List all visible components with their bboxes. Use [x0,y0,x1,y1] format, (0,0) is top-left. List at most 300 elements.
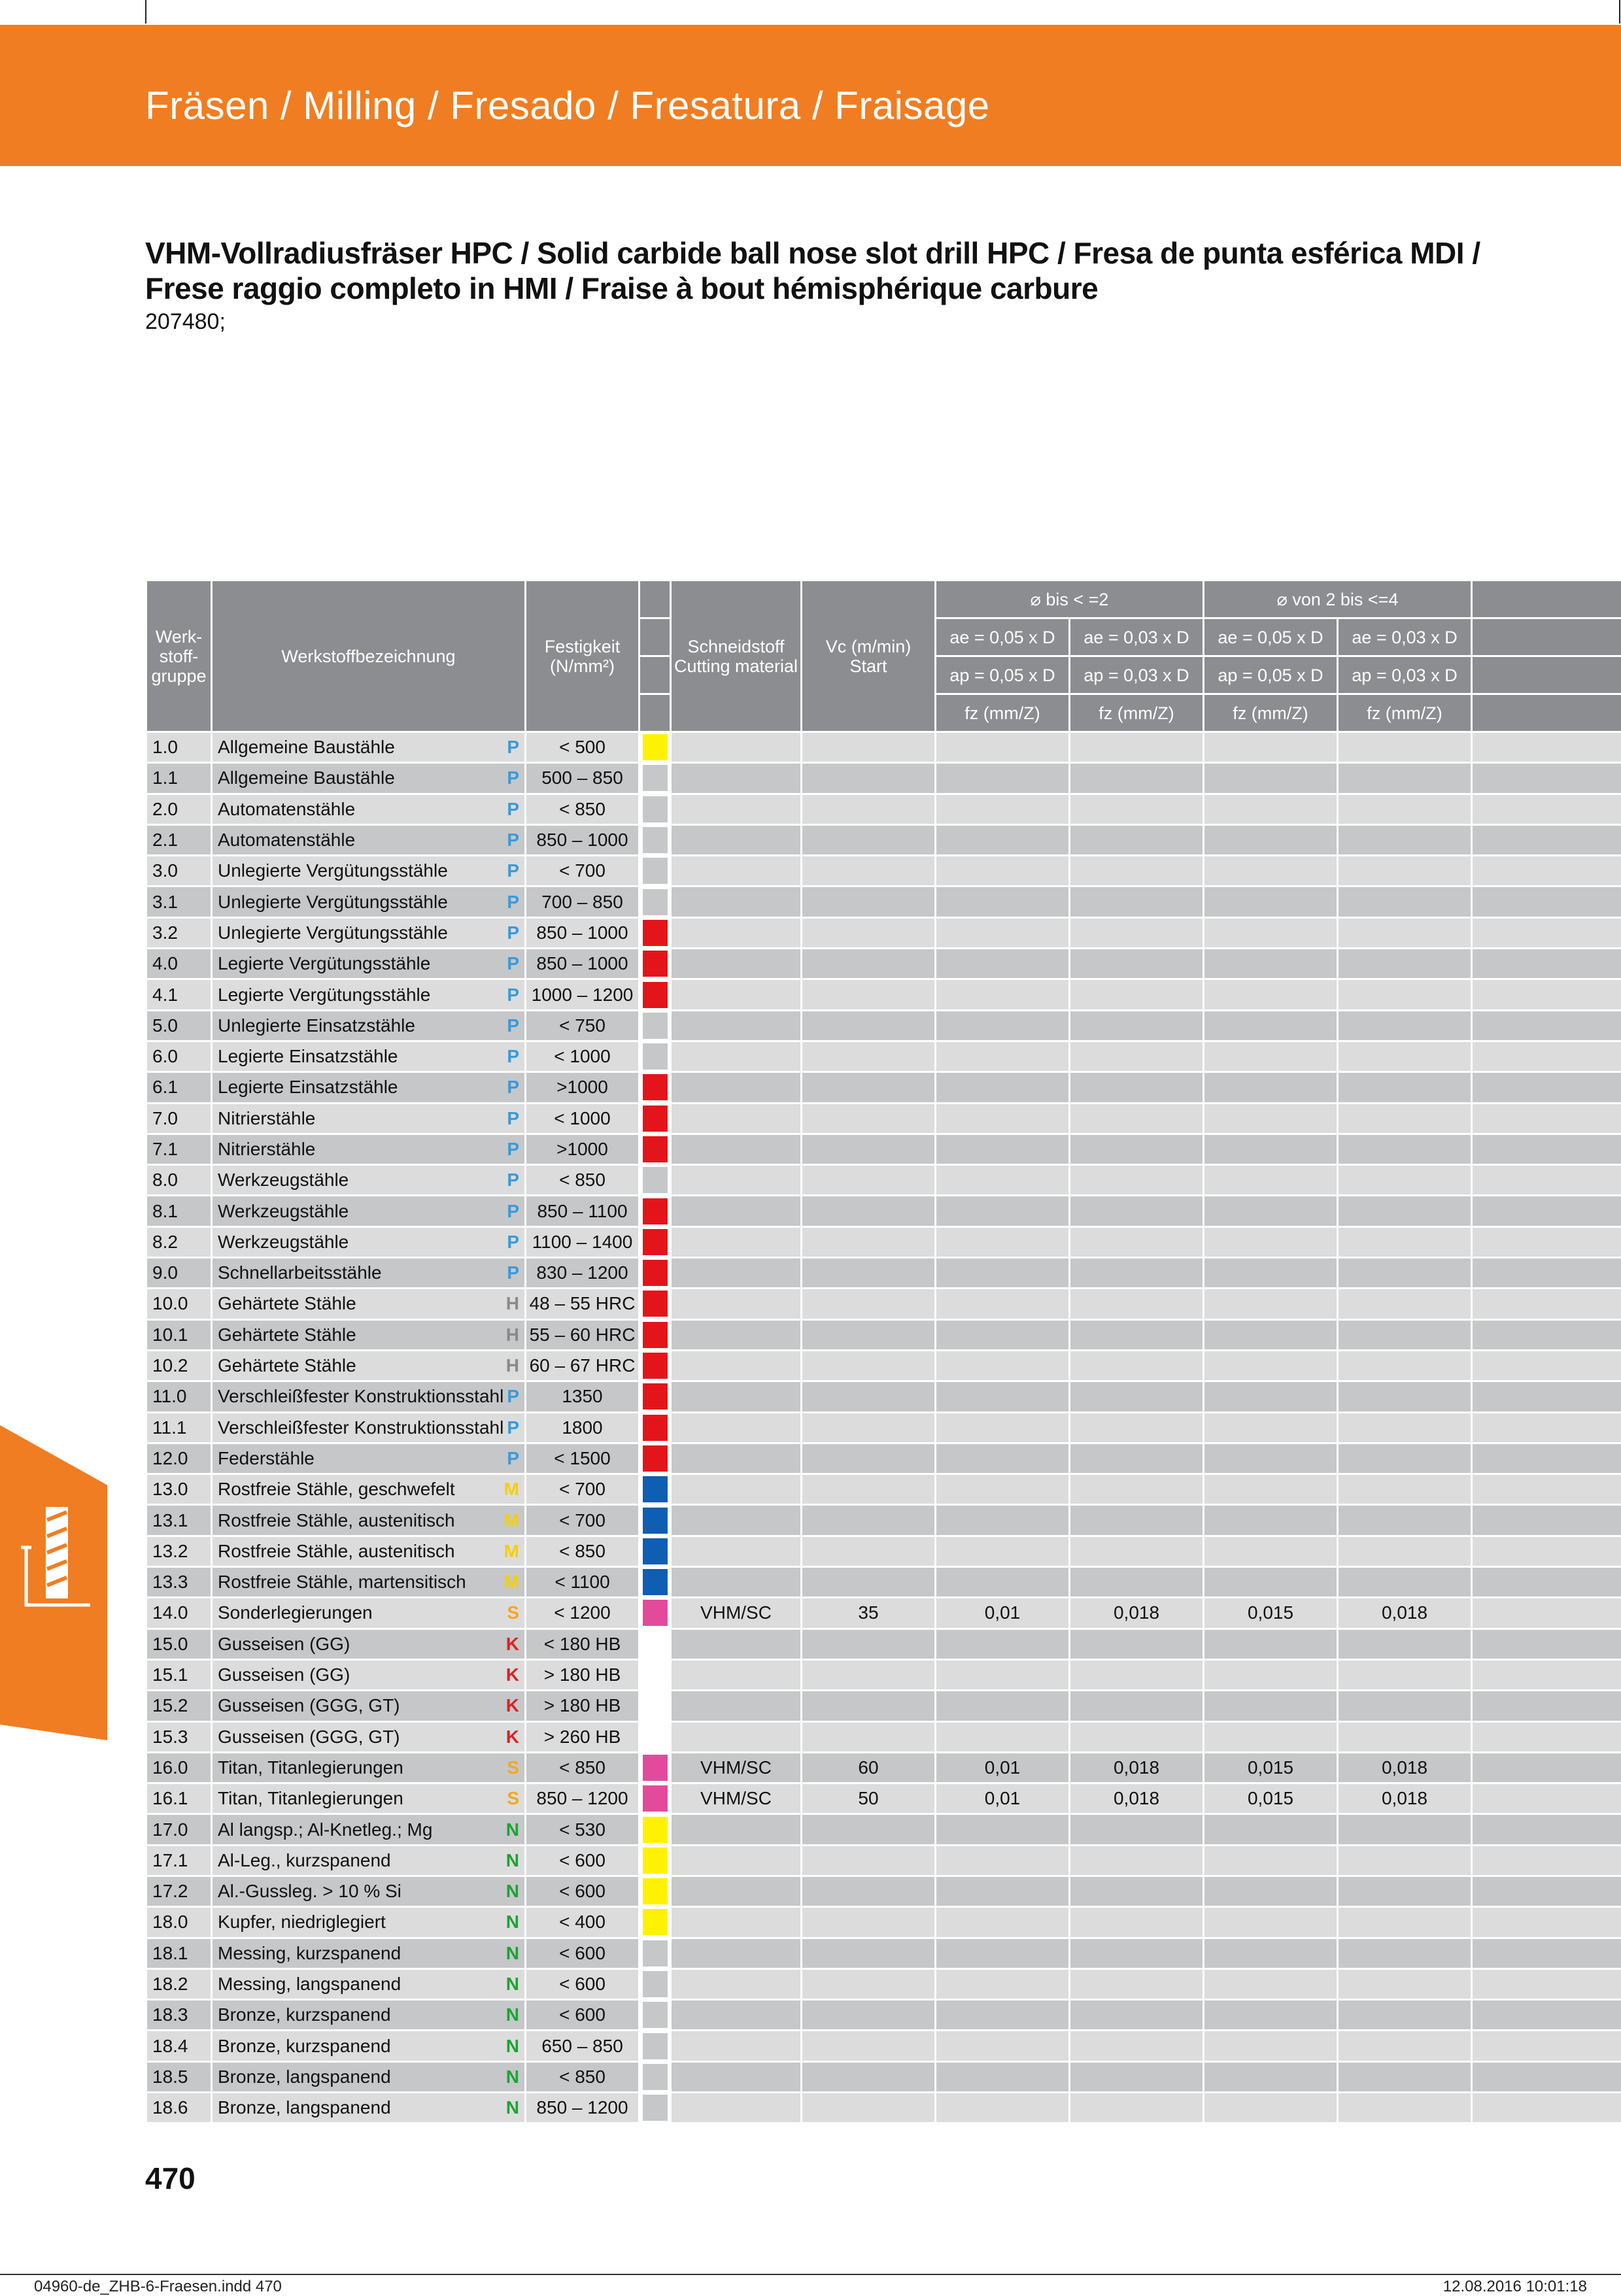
strength-cell: < 1000 [526,1103,640,1134]
col-header-diameter-group-2: ⌀ von 2 bis <=4 [1204,581,1472,618]
fz-cell [1204,1536,1338,1566]
strength-cell: > 260 HB [526,1721,640,1752]
iso-material-letter: P [507,985,519,1005]
extra-cell [1472,1258,1621,1289]
fz-cell [1070,949,1204,979]
fz-cell [1338,763,1472,794]
cutting-material-cell [671,824,802,855]
table-row [146,1412,1621,1443]
application-swatch [643,1291,668,1317]
application-swatch-cell [640,824,671,855]
strength-cell: 1800 [526,1412,640,1443]
extra-cell [1472,1938,1621,1968]
extra-cell [1472,1072,1621,1103]
material-name: Werkzeugstähle [218,1232,349,1252]
strength-cell: < 850 [526,2061,640,2092]
fz-cell [936,1691,1070,1721]
vc-cell [802,1412,936,1443]
fz-cell [1338,1474,1472,1505]
col-header-ap-2: ap = 0,03 x D [1338,656,1472,694]
material-group-cell: 3.0 [146,856,212,886]
application-swatch [643,1476,668,1502]
fz-cell [936,1010,1070,1041]
fz-cell [1204,1134,1338,1164]
fz-cell [936,1165,1070,1196]
extra-cell [1472,1691,1621,1721]
iso-material-letter: P [507,892,519,913]
iso-material-letter: P [507,1170,519,1190]
material-designation-cell [212,794,526,824]
extra-cell [1472,1752,1621,1783]
fz-cell [936,1814,1070,1845]
table-row [146,1196,1621,1226]
fz-cell [1204,1072,1338,1103]
table-row [146,1938,1621,1968]
iso-material-letter: N [506,1819,519,1840]
extra-cell [1472,856,1621,886]
iso-material-letter: M [504,1572,519,1593]
extra-cell [1472,2061,1621,2092]
fz-cell [936,1505,1070,1536]
material-group-cell: 4.1 [146,979,212,1010]
fz-cell [1204,1443,1338,1474]
fz-cell [1070,824,1204,855]
extra-cell [1472,2031,1621,2061]
fz-cell [1070,2031,1204,2061]
material-designation-cell [212,1412,526,1443]
extra-cell [1472,1536,1621,1566]
application-swatch-cell [640,1041,671,1072]
fz-cell [1204,2061,1338,2092]
col-header-diameter-group-1: ⌀ bis < =2 [936,581,1204,618]
material-group-cell: 12.0 [146,1443,212,1474]
table-row [146,1845,1621,1876]
material-name: Gehärtete Stähle [218,1355,356,1376]
material-group-cell: 7.1 [146,1134,212,1164]
application-swatch [643,858,668,884]
material-group-cell: 18.4 [146,2031,212,2061]
table-row [146,949,1621,979]
table-row [146,886,1621,917]
material-name: Bronze, langspanend [218,2067,391,2087]
application-swatch [643,1569,668,1595]
application-swatch-cell [640,1629,671,1659]
col-header-ae-1: ae = 0,05 x D [936,618,1070,656]
strength-cell: < 600 [526,1876,640,1906]
material-group-cell: 15.0 [146,1629,212,1659]
strength-cell: < 1200 [526,1598,640,1629]
extra-cell [1472,949,1621,979]
cutting-material-cell [671,1010,802,1041]
material-designation-cell [212,1907,526,1938]
fz-cell: 0,018 [1070,1783,1204,1814]
fz-cell [1338,1165,1472,1196]
cutting-material-cell [671,1814,802,1845]
vc-cell [802,1938,936,1968]
iso-material-letter: P [507,1077,519,1098]
vc-cell [802,1536,936,1566]
fz-cell [1070,1041,1204,1072]
iso-material-letter: S [507,1757,519,1778]
application-swatch [643,1383,668,1410]
strength-cell: < 1000 [526,1041,640,1072]
material-designation-cell [212,1010,526,1041]
strength-cell: 850 – 1100 [526,1196,640,1226]
fz-cell [1204,1814,1338,1845]
application-swatch-cell [640,917,671,948]
application-swatch-cell [640,979,671,1010]
fz-cell [1204,1010,1338,1041]
extra-cell [1472,1319,1621,1350]
fz-cell [1204,1629,1338,1659]
fz-cell [936,1938,1070,1968]
strength-cell: 850 – 1000 [526,824,640,855]
fz-cell [1338,1196,1472,1226]
fz-cell [1070,886,1204,917]
table-row [146,1226,1621,1257]
strength-cell: >1000 [526,1072,640,1103]
strength-cell: > 180 HB [526,1659,640,1690]
fz-cell [1338,1258,1472,1289]
material-group-cell: 6.0 [146,1041,212,1072]
material-designation-cell [212,2000,526,2031]
material-group-cell: 8.2 [146,1226,212,1257]
cutting-material-cell [671,1443,802,1474]
table-row [146,1289,1621,1319]
fz-cell [1338,2031,1472,2061]
material-group-cell: 8.0 [146,1165,212,1196]
extra-cell [1472,2000,1621,2031]
fz-cell [936,949,1070,979]
fz-cell [1070,979,1204,1010]
cutting-material-cell: VHM/SC [671,1598,802,1629]
iso-material-letter: S [507,1788,519,1809]
iso-material-letter: P [507,1139,519,1160]
extra-cell [1472,1907,1621,1938]
application-swatch-cell [640,1134,671,1164]
application-swatch [643,1043,668,1070]
table-row [146,917,1621,948]
material-designation-cell [212,1938,526,1968]
material-name: Rostfreie Stähle, austenitisch [218,1541,455,1561]
fz-cell [1204,2000,1338,2031]
iso-material-letter: P [507,737,519,758]
fz-cell [1338,1010,1472,1041]
material-designation-cell [212,1845,526,1876]
vc-cell [802,1010,936,1041]
fz-cell [936,1381,1070,1412]
fz-cell: 0,018 [1338,1783,1472,1814]
fz-cell [1070,1412,1204,1443]
application-swatch [643,2064,668,2090]
fz-cell [1070,2061,1204,2092]
fz-cell [1070,1072,1204,1103]
material-name: Legierte Einsatzstähle [218,1046,398,1066]
fz-cell: 0,01 [936,1598,1070,1629]
fz-cell: 0,018 [1070,1598,1204,1629]
fz-cell [936,1412,1070,1443]
material-group-cell: 10.0 [146,1289,212,1319]
fz-cell [1204,1505,1338,1536]
extra-cell [1472,1629,1621,1659]
fz-cell [1338,794,1472,824]
fz-cell [1204,1319,1338,1350]
fz-cell [1070,1226,1204,1257]
application-swatch-cell [640,1876,671,1906]
iso-material-letter: P [507,1262,519,1283]
fz-cell [1070,1876,1204,1906]
strength-cell: 850 – 1000 [526,949,640,979]
material-group-cell: 3.2 [146,917,212,948]
table-row [146,2093,1621,2123]
cutting-material-cell [671,2093,802,2123]
fz-cell [1204,1103,1338,1134]
fz-cell [1204,1876,1338,1906]
table-row [146,1907,1621,1938]
fz-cell [1070,1350,1204,1381]
application-swatch-cell [640,1567,671,1598]
material-name: Gusseisen (GGG, GT) [218,1695,400,1715]
application-swatch-cell [640,2031,671,2061]
application-swatch-cell [640,1196,671,1226]
file-slug: 04960-de_ZHB-6-Fraesen.indd 470 [34,2278,282,2296]
fz-cell [1204,917,1338,948]
fz-cell [1204,1845,1338,1876]
material-name: Unlegierte Vergütungsstähle [218,922,448,943]
fz-cell [1204,886,1338,917]
extra-cell [1472,886,1621,917]
strength-cell: < 400 [526,1907,640,1938]
vc-cell [802,824,936,855]
fz-cell [936,1968,1070,1999]
iso-material-letter: M [504,1541,519,1562]
table-row [146,1443,1621,1474]
material-group-cell: 13.1 [146,1505,212,1536]
fz-cell [1204,979,1338,1010]
fz-cell [1070,1845,1204,1876]
vc-cell [802,1350,936,1381]
section-title: Fräsen / Milling / Fresado / Fresatura / Fraisage [145,83,990,128]
fz-cell [1204,1289,1338,1319]
page-number: 470 [145,2161,196,2196]
fz-cell: 0,015 [1204,1752,1338,1783]
material-name: Gusseisen (GG) [218,1634,350,1654]
material-group-cell: 15.3 [146,1721,212,1752]
application-swatch-cell [640,1226,671,1257]
material-designation-cell [212,1443,526,1474]
application-swatch [643,1198,668,1224]
material-group-cell: 13.2 [146,1536,212,1566]
fz-cell [1338,1567,1472,1598]
material-designation-cell [212,1505,526,1536]
table-row [146,2061,1621,2092]
application-swatch-cell [640,1659,671,1690]
material-name: Bronze, langspanend [218,2097,391,2118]
fz-cell: 0,015 [1204,1598,1338,1629]
iso-material-letter: P [507,1417,519,1438]
fz-cell [1204,1258,1338,1289]
cutting-material-cell [671,1474,802,1505]
fz-cell [1070,1196,1204,1226]
material-name: Al langsp.; Al-Knetleg.; Mg [218,1819,432,1840]
material-group-cell: 13.3 [146,1567,212,1598]
fz-cell [1338,1350,1472,1381]
extra-cell [1472,1845,1621,1876]
fz-cell [936,1536,1070,1566]
cutting-material-cell [671,856,802,886]
material-name: Gusseisen (GG) [218,1664,350,1685]
cutting-material-cell [671,2000,802,2031]
table-row [146,1350,1621,1381]
material-name: Kupfer, niedriglegiert [218,1912,386,1932]
application-swatch-cell [640,1783,671,1814]
cutting-material-cell [671,1412,802,1443]
vc-cell [802,1567,936,1598]
table-row [146,1968,1621,1999]
application-swatch [643,2002,668,2028]
vc-cell [802,1103,936,1134]
vc-cell [802,1505,936,1536]
vc-cell [802,2031,936,2061]
col-header-vc: Vc (m/min) Start [802,581,936,732]
fz-cell [1070,1938,1204,1968]
crop-mark-left [145,0,146,24]
table-row [146,1783,1621,1814]
vc-cell [802,1721,936,1752]
vc-cell [802,2093,936,2123]
fz-cell [1070,732,1204,763]
material-name: Verschleißfester Konstruktionsstahl [218,1417,503,1438]
fz-cell [1070,1010,1204,1041]
material-group-cell: 4.0 [146,949,212,979]
application-swatch [643,1074,668,1100]
cutting-material-cell [671,732,802,763]
fz-cell [1338,1629,1472,1659]
col-header-ae-2: ae = 0,03 x D [1070,618,1204,656]
table-row [146,1567,1621,1598]
application-swatch [643,1445,668,1472]
application-swatch [643,827,668,853]
cutting-material-cell [671,1938,802,1968]
vc-cell [802,732,936,763]
col-header-fz: fz (mm/Z) [936,694,1070,732]
application-swatch-cell [640,732,671,763]
material-name: Gusseisen (GGG, GT) [218,1727,400,1747]
material-designation-cell [212,1783,526,1814]
application-swatch [643,889,668,915]
col-header-swatch [640,656,671,694]
application-swatch [643,1260,668,1286]
fz-cell [936,1319,1070,1350]
extra-cell [1472,1134,1621,1164]
strength-cell: 48 – 55 HRC [526,1289,640,1319]
fz-cell [1338,1226,1472,1257]
material-designation-cell [212,732,526,763]
fz-cell: 0,018 [1338,1752,1472,1783]
extra-cell [1472,1968,1621,1999]
fz-cell: 0,015 [1204,1783,1338,1814]
material-designation-cell [212,1598,526,1629]
iso-material-letter: P [507,1015,519,1036]
material-designation-cell [212,979,526,1010]
product-title-line-1: VHM-Vollradiusfräser HPC / Solid carbide ball nose slot drill HPC / Fresa de punta esférica MDI / [145,235,1518,271]
material-name: Titan, Titanlegierungen [218,1788,403,1808]
table-row [146,732,1621,763]
fz-cell [1338,1938,1472,1968]
material-name: Unlegierte Vergütungsstähle [218,892,448,912]
fz-cell [1338,1041,1472,1072]
fz-cell [1204,1659,1338,1690]
iso-material-letter: N [506,2097,519,2118]
cutting-material-cell [671,794,802,824]
vc-cell [802,1134,936,1164]
material-name: Allgemeine Baustähle [218,737,395,757]
application-swatch-cell [640,1505,671,1536]
fz-cell: 0,01 [936,1752,1070,1783]
cutting-material-cell [671,1226,802,1257]
cutting-material-cell [671,1381,802,1412]
table-row [146,1536,1621,1566]
table-row [146,979,1621,1010]
col-header-fz: fz (mm/Z) [1204,694,1338,732]
table-row [146,794,1621,824]
material-name: Sonderlegierungen [218,1602,373,1623]
fz-cell [1204,763,1338,794]
extra-cell [1472,1659,1621,1690]
extra-cell [1472,1876,1621,1906]
application-swatch [643,734,668,760]
iso-material-letter: P [507,1448,519,1469]
fz-cell [1070,856,1204,886]
material-name: Al-Leg., kurzspanend [218,1850,391,1870]
iso-material-letter: M [504,1510,519,1531]
material-group-cell: 5.0 [146,1010,212,1041]
iso-material-letter: K [506,1664,519,1685]
fz-cell [1070,1968,1204,1999]
col-header-extra [1472,656,1621,694]
material-designation-cell [212,1134,526,1164]
vc-cell [802,1691,936,1721]
cutting-material-cell [671,1103,802,1134]
fz-cell [1338,1412,1472,1443]
fz-cell [1070,2093,1204,2123]
material-designation-cell [212,1691,526,1721]
material-designation-cell [212,917,526,948]
material-name: Legierte Vergütungsstähle [218,953,430,973]
material-designation-cell [212,1041,526,1072]
fz-cell [1338,1659,1472,1690]
fz-cell [1204,1691,1338,1721]
fz-cell [936,794,1070,824]
application-swatch-cell [640,1598,671,1629]
application-swatch [643,1353,668,1379]
iso-material-letter: K [506,1695,519,1716]
fz-cell [1338,1721,1472,1752]
fz-cell [936,1443,1070,1474]
fz-cell [1070,1103,1204,1134]
iso-material-letter: P [507,1046,519,1067]
application-swatch [643,1322,668,1348]
cutting-material-cell [671,1721,802,1752]
application-swatch [643,1167,668,1193]
cutting-material-cell [671,1629,802,1659]
material-name: Automatenstähle [218,799,355,819]
material-group-cell: 7.0 [146,1103,212,1134]
table-row [146,1041,1621,1072]
extra-cell [1472,1010,1621,1041]
material-group-cell: 18.5 [146,2061,212,2092]
table-row [146,1103,1621,1134]
